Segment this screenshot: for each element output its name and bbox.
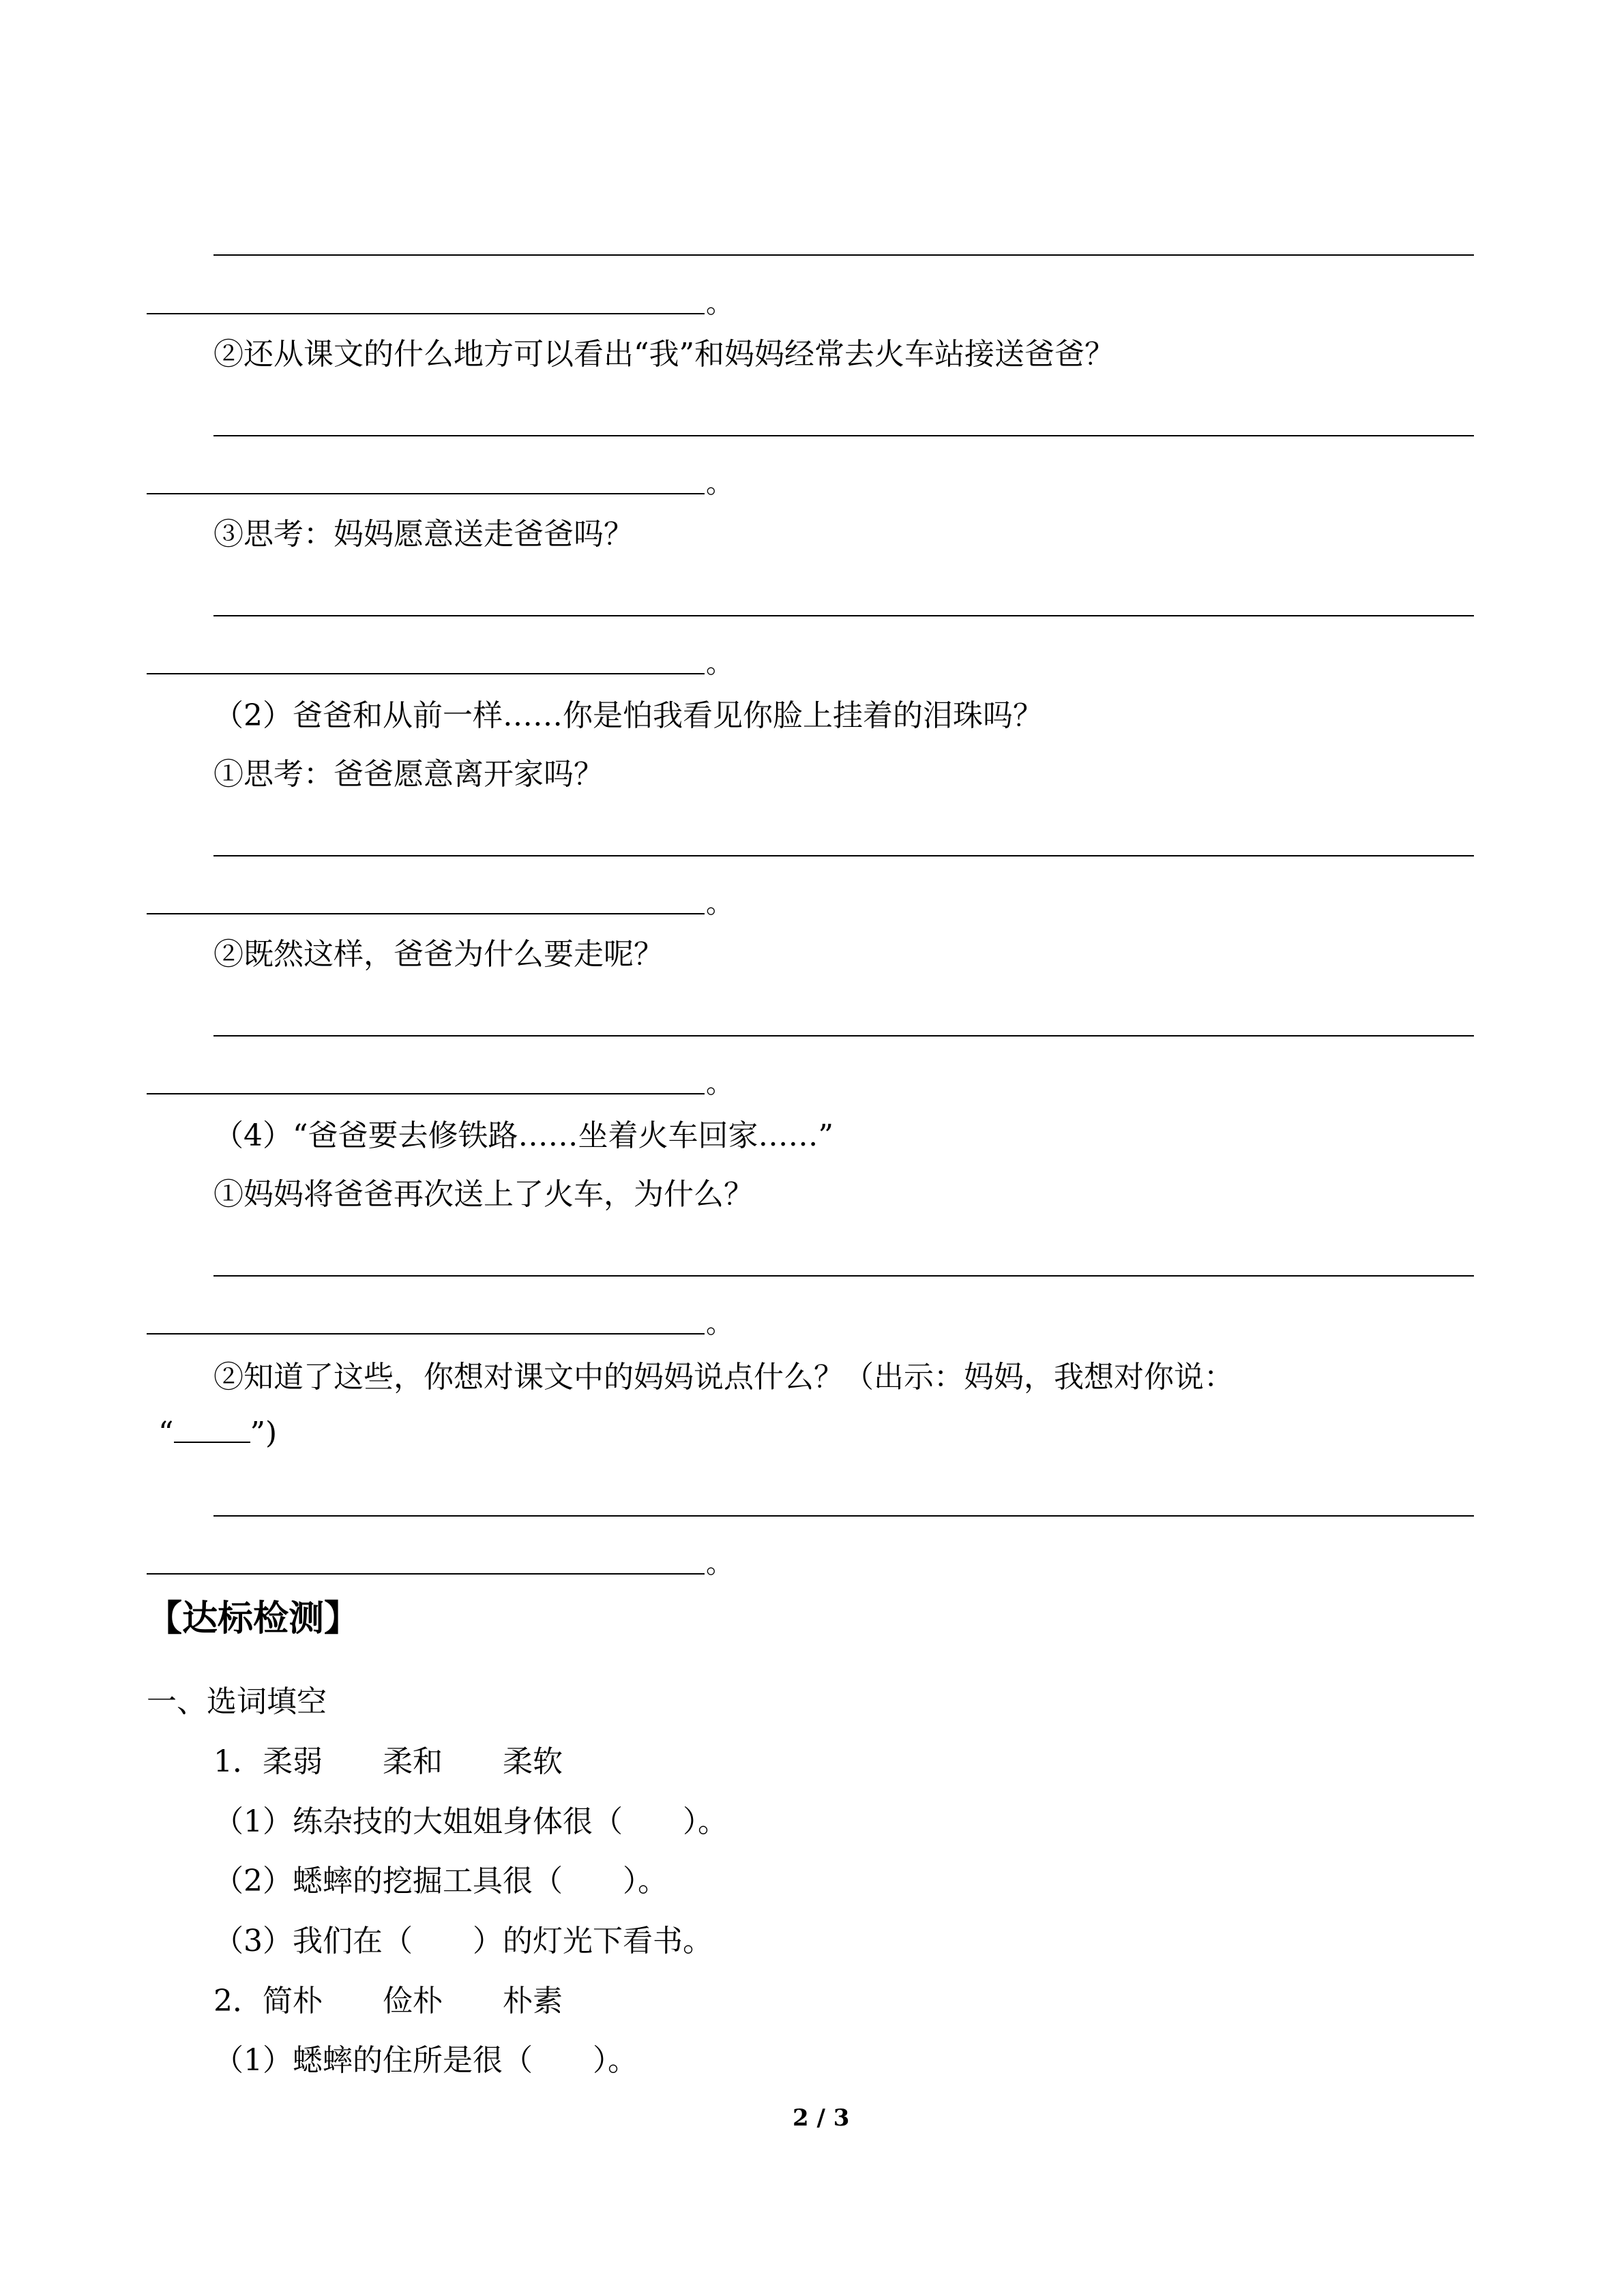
period-mark: 。 (706, 288, 733, 319)
question-text: ③思考：妈妈愿意送走爸爸吗？ (213, 517, 634, 552)
answer-line (213, 254, 1474, 256)
close-quote: ”) (250, 1416, 278, 1450)
section-title: 【达标检测】 (147, 1598, 360, 1639)
answer-line (213, 615, 1474, 616)
question-text-continued (158, 1414, 277, 1452)
answer-line (147, 493, 705, 494)
answer-line (147, 1573, 705, 1575)
word-group-1: 1．柔弱 柔和 柔软 (213, 1744, 563, 1779)
question-text: ②知道了这些，你想对课文中的妈妈说点什么？（出示：妈妈，我想对你说： (213, 1360, 1234, 1395)
word-group-2: 2．简朴 俭朴 朴素 (213, 1984, 563, 2018)
question-text: ②还从课文的什么地方可以看出“我”和妈妈经常去火车站接送爸爸？ (213, 337, 1114, 372)
period-mark: 。 (706, 468, 733, 499)
period-mark: 。 (706, 1068, 733, 1099)
answer-line (213, 1275, 1474, 1277)
answer-line (147, 1333, 705, 1335)
question-text: ②既然这样，爸爸为什么要走呢？ (213, 937, 664, 972)
period-mark: 。 (706, 888, 733, 919)
page-number: 2 / 3 (793, 2104, 850, 2132)
answer-line (147, 313, 705, 314)
part-title: 一、选词填空 (147, 1684, 327, 1719)
period-mark: 。 (706, 1308, 733, 1339)
answer-line (213, 435, 1474, 436)
answer-line (147, 913, 705, 914)
answer-line (213, 1035, 1474, 1037)
question-text: ①思考：爸爸愿意离开家吗？ (213, 757, 604, 792)
fill-item: （3）我们在（ ）的灯光下看书。 (213, 1924, 713, 1958)
answer-line (147, 1093, 705, 1094)
period-mark: 。 (706, 648, 733, 679)
fill-blank (174, 1417, 250, 1443)
fill-item: （1）蟋蟀的住所是很（ ）。 (213, 2043, 638, 2078)
fill-item: （2）蟋蟀的挖掘工具很（ ）。 (213, 1864, 668, 1898)
open-quote: “ (158, 1416, 174, 1450)
fill-item: （1）练杂技的大姐姐身体很（ ）。 (213, 1804, 728, 1839)
question-text: ①妈妈将爸爸再次送上了火车，为什么？ (213, 1177, 754, 1212)
answer-line (213, 855, 1474, 856)
period-mark: 。 (706, 1548, 733, 1579)
answer-line (213, 1515, 1474, 1517)
passage-quote: （4）“爸爸要去修铁路……坐着火车回家……” (213, 1118, 833, 1153)
passage-quote: （2）爸爸和从前一样……你是怕我看见你脸上挂着的泪珠吗？ (213, 698, 1043, 733)
answer-line (147, 673, 705, 674)
